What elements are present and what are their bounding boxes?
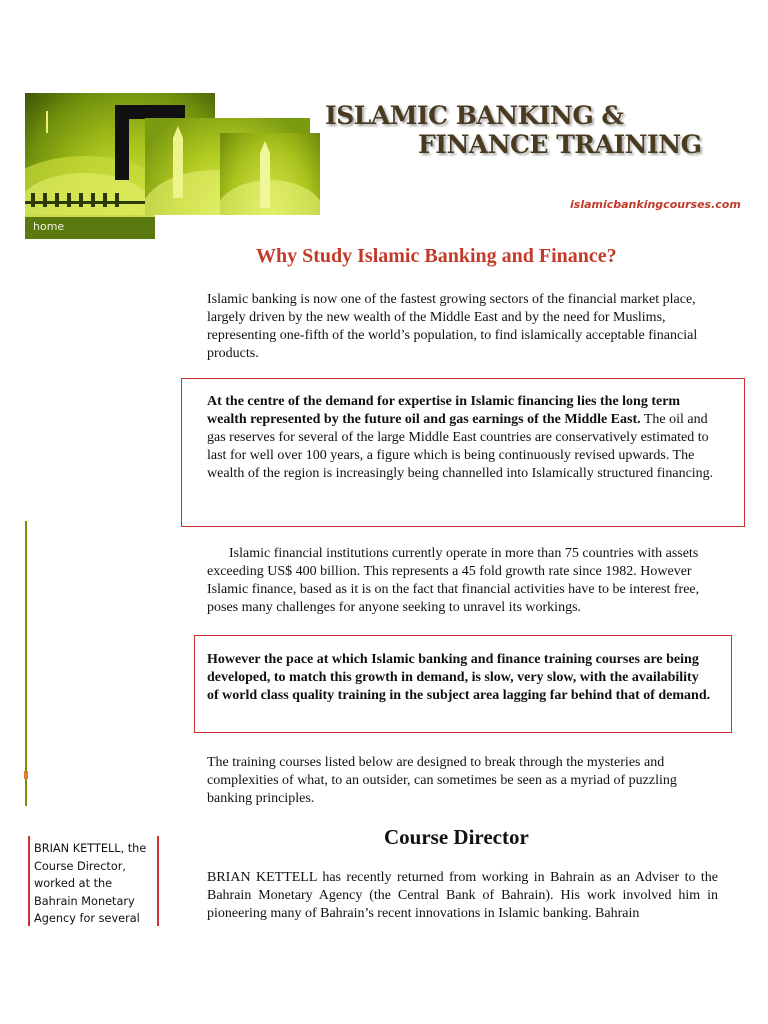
banner-title-line2: FINANCE TRAINING: [418, 130, 702, 159]
highlight-bold-text: At the centre of the demand for expertise in Islamic financing lies the long term wealth represented by the future oil and gas earnings of the Middle East.: [207, 394, 681, 427]
course-director-heading: Course Director: [384, 825, 529, 849]
sidebar-callout-text: BRIAN KETTELL, the Course Director, worked at the Bahrain Monetary Agency for several: [34, 842, 147, 925]
intro-paragraph: Islamic banking is now one of the fastest growing sectors of the financial market place, largely driven by the new wealth of the Middle East and by the need for Muslims, representing one-fifth of the world’s population, to find islamically acceptable financial products.: [207, 292, 698, 361]
home-nav-bar: [25, 215, 155, 239]
home-link[interactable]: home: [33, 220, 65, 233]
site-url[interactable]: islamicbankingcourses.com: [570, 198, 741, 211]
mosque-image-small: [220, 133, 320, 215]
page-title: Why Study Islamic Banking and Finance?: [256, 245, 617, 267]
mosque-small-graphic: [220, 133, 320, 215]
banner-title-line1: ISLAMIC BANKING &: [325, 101, 624, 130]
header-banner: [25, 93, 740, 243]
highlight-box-training-pace: [194, 635, 732, 733]
highlight-box-oil-wealth: [181, 378, 745, 527]
growth-paragraph: Islamic financial institutions currently operate in more than 75 countries with assets exceeding US$ 400 billion. This represents a 45 fold growth rate since 1982. However Islamic finance, based as it is on the fact that financial activities have to be interest free, poses many challenges for anyone seeking to unravel its workings.: [207, 546, 700, 615]
training-paragraph: The training courses listed below are designed to break through the mysteries and complexities of what, to an outsider, can sometimes be seen as a myriad of puzzling banking principles.: [207, 755, 677, 806]
highlight-body-text: The oil and gas reserves for several of the large Middle East countries are conservatively estimated to last for well over 100 years, a figure which is being continuously revised upwards. The wealth of the region is increasingly being channelled into Islamically structured financing.: [207, 412, 714, 481]
training-pace-text: However the pace at which Islamic banking and finance training courses are being developed, to match this growth in demand, is slow, very slow, with the availability of world class quality training in the subject area lagging far behind that of demand.: [207, 652, 711, 703]
highlight-box-content: [207, 393, 717, 483]
side-marker: [24, 771, 28, 779]
course-director-paragraph: BRIAN KETTELL has recently returned from working in Bahrain as an Adviser to the Bahrain Monetary Agency (the Central Bank of Bahrain). His work involved him in pioneering many of Bahrain’s recent innovations in Islamic banking. Bahrain: [207, 870, 718, 921]
side-divider: [25, 521, 27, 806]
